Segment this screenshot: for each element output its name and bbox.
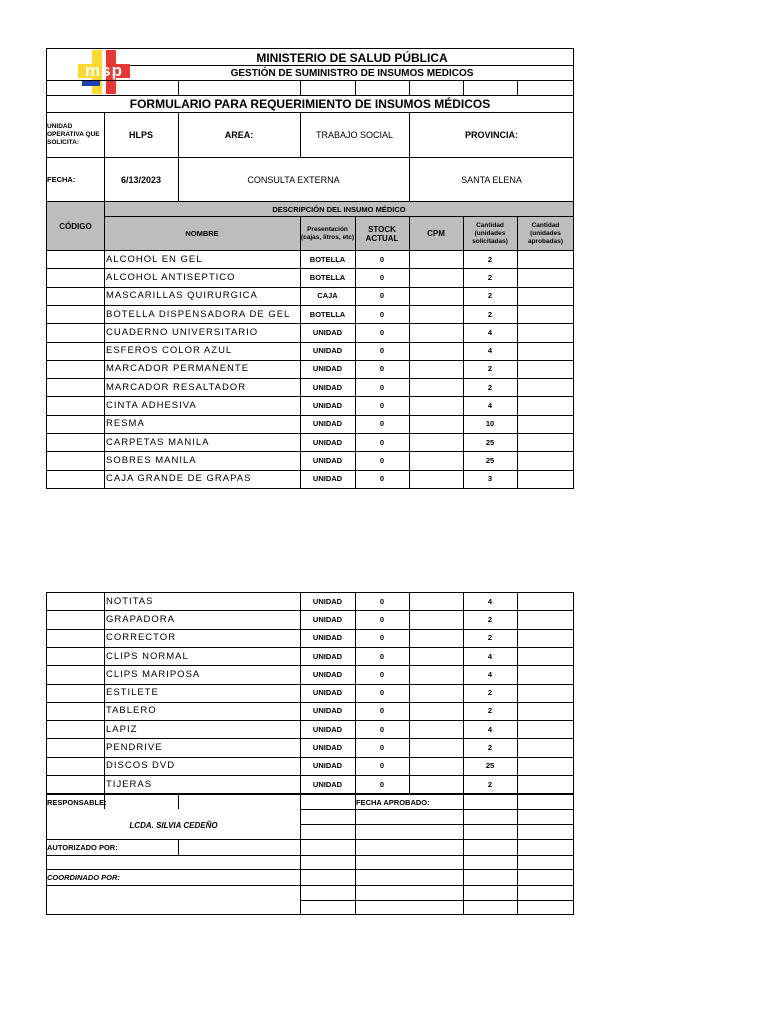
- item-qty-requested: 2: [487, 364, 493, 374]
- item-presentation: UNIDAD: [312, 419, 343, 429]
- item-qty-requested: 2: [487, 688, 493, 698]
- item-presentation: UNIDAD: [312, 669, 343, 679]
- item-stock: 0: [379, 309, 385, 319]
- item-qty-requested: 4: [487, 346, 493, 356]
- item-presentation: UNIDAD: [312, 779, 343, 789]
- area-value: TRABAJO SOCIAL: [315, 130, 394, 140]
- item-presentation: UNIDAD: [312, 596, 343, 606]
- item-presentation: UNIDAD: [312, 437, 343, 447]
- item-qty-requested: 3: [487, 474, 493, 484]
- item-qty-requested: 2: [487, 706, 493, 716]
- col-name: NOMBRE: [185, 229, 219, 238]
- item-name: GRAPADORA: [106, 613, 176, 625]
- item-presentation: UNIDAD: [312, 706, 343, 716]
- item-name: CLIPS MARIPOSA: [106, 668, 201, 680]
- ministry-title: MINISTERIO DE SALUD PÚBLICA: [256, 50, 448, 65]
- item-presentation: UNIDAD: [312, 382, 343, 392]
- item-stock: 0: [379, 669, 385, 679]
- item-presentation: UNIDAD: [312, 651, 343, 661]
- authorized-label: AUTORIZADO POR:: [47, 843, 118, 852]
- item-stock: 0: [379, 651, 385, 661]
- item-presentation: UNIDAD: [312, 364, 343, 374]
- item-stock: 0: [379, 779, 385, 789]
- item-qty-requested: 2: [487, 633, 493, 643]
- item-qty-requested: 4: [487, 401, 493, 411]
- item-name: MARCADOR PERMANENTE: [106, 363, 250, 375]
- col-approved: Cantidad (unidades aprobadas): [527, 221, 564, 245]
- item-name: DISCOS DVD: [106, 760, 176, 772]
- area-label: AREA:: [224, 130, 254, 140]
- item-qty-requested: 2: [487, 309, 493, 319]
- item-qty-requested: 2: [487, 743, 493, 753]
- approved-date-label: FECHA APROBADO:: [356, 797, 430, 807]
- item-presentation: BOTELLA: [309, 309, 346, 319]
- item-presentation: UNIDAD: [312, 633, 343, 643]
- col-presentation: Presentación (cajas, litros, etc): [300, 225, 355, 241]
- item-name: PENDRIVE: [106, 742, 163, 754]
- item-presentation: UNIDAD: [312, 688, 343, 698]
- department-subtitle: GESTIÓN DE SUMINISTRO DE INSUMOS MEDICOS: [230, 67, 474, 79]
- col-cpm: CPM: [427, 229, 445, 238]
- item-qty-requested: 2: [487, 614, 493, 624]
- item-stock: 0: [379, 419, 385, 429]
- item-stock: 0: [379, 596, 385, 606]
- item-qty-requested: 4: [487, 724, 493, 734]
- item-name: SOBRES MANILA: [106, 454, 197, 466]
- item-presentation: BOTELLA: [309, 254, 346, 264]
- logo-text: msp: [85, 61, 123, 80]
- item-name: TIJERAS: [106, 778, 153, 790]
- item-qty-requested: 4: [487, 651, 493, 661]
- item-stock: 0: [379, 614, 385, 624]
- item-presentation: UNIDAD: [312, 455, 343, 465]
- col-requested: Cantidad (unidades solicitadas): [472, 221, 508, 245]
- item-name: LAPIZ: [106, 723, 138, 735]
- item-presentation: UNIDAD: [312, 327, 343, 337]
- item-name: RESMA: [106, 418, 145, 430]
- item-qty-requested: 2: [487, 291, 493, 301]
- item-name: MARCADOR RESALTADOR: [106, 381, 247, 393]
- item-stock: 0: [379, 401, 385, 411]
- item-presentation: UNIDAD: [312, 474, 343, 484]
- item-name: BOTELLA DISPENSADORA DE GEL: [106, 308, 291, 320]
- item-stock: 0: [379, 743, 385, 753]
- col-code: CÓDIGO: [59, 221, 92, 231]
- item-stock: 0: [379, 706, 385, 716]
- item-name: TABLERO: [106, 705, 157, 717]
- responsible-label: RESPONSABLE:: [47, 797, 107, 807]
- item-stock: 0: [379, 382, 385, 392]
- province-value: SANTA ELENA: [461, 174, 522, 185]
- item-qty-requested: 2: [487, 382, 493, 392]
- item-qty-requested: 4: [487, 669, 493, 679]
- date-value: 6/13/2023: [120, 174, 162, 185]
- item-qty-requested: 25: [485, 437, 495, 447]
- item-stock: 0: [379, 688, 385, 698]
- item-presentation: CAJA: [317, 291, 338, 301]
- service-value: CONSULTA EXTERNA: [247, 174, 340, 185]
- item-stock: 0: [379, 455, 385, 465]
- item-presentation: UNIDAD: [312, 614, 343, 624]
- item-name: CUADERNO UNIVERSITARIO: [106, 326, 259, 338]
- item-name: CORRECTOR: [106, 632, 177, 644]
- item-name: MASCARILLAS QUIRURGICA: [106, 290, 258, 302]
- item-stock: 0: [379, 474, 385, 484]
- item-stock: 0: [379, 633, 385, 643]
- item-qty-requested: 2: [487, 272, 493, 282]
- item-qty-requested: 25: [485, 761, 495, 771]
- item-qty-requested: 2: [487, 779, 493, 789]
- item-presentation: UNIDAD: [312, 346, 343, 356]
- col-description-group: DESCRIPCIÓN DEL INSUMO MÉDICO: [272, 204, 406, 214]
- item-qty-requested: 4: [487, 596, 493, 606]
- item-stock: 0: [379, 272, 385, 282]
- item-stock: 0: [379, 761, 385, 771]
- province-label: PROVINCIA:: [464, 130, 518, 140]
- item-qty-requested: 4: [487, 327, 493, 337]
- item-stock: 0: [379, 254, 385, 264]
- item-presentation: UNIDAD: [312, 401, 343, 411]
- item-stock: 0: [379, 346, 385, 356]
- item-qty-requested: 2: [487, 254, 493, 264]
- item-name: ALCOHOL ANTISEPTICO: [106, 271, 236, 283]
- item-stock: 0: [379, 364, 385, 374]
- item-stock: 0: [379, 724, 385, 734]
- item-qty-requested: 10: [485, 419, 495, 429]
- item-stock: 0: [379, 291, 385, 301]
- coordinated-label: COORDINADO POR:: [47, 873, 120, 882]
- date-label: FECHA:: [47, 175, 76, 184]
- item-name: CINTA ADHESIVA: [106, 400, 197, 412]
- item-stock: 0: [379, 327, 385, 337]
- unit-value: HLPS: [128, 130, 153, 140]
- item-name: CLIPS NORMAL: [106, 650, 189, 662]
- item-presentation: UNIDAD: [312, 743, 343, 753]
- item-presentation: BOTELLA: [309, 272, 346, 282]
- item-name: NOTITAS: [106, 595, 154, 607]
- item-stock: 0: [379, 437, 385, 447]
- item-name: ESTILETE: [106, 687, 159, 699]
- item-presentation: UNIDAD: [312, 724, 343, 734]
- item-qty-requested: 25: [485, 455, 495, 465]
- unit-label: UNIDAD OPERATIVA QUE SOLICITA:: [47, 123, 100, 146]
- col-stock: STOCK ACTUAL: [365, 224, 399, 243]
- item-name: ESFEROS COLOR AZUL: [106, 345, 233, 357]
- item-name: CAJA GRANDE DE GRAPAS: [106, 473, 252, 485]
- item-presentation: UNIDAD: [312, 761, 343, 771]
- item-name: CARPETAS MANILA: [106, 436, 210, 448]
- item-name: ALCOHOL EN GEL: [106, 253, 203, 265]
- form-title: FORMULARIO PARA REQUERIMIENTO DE INSUMOS MÉDICOS: [129, 96, 491, 111]
- responsible-name: LCDA. SILVIA CEDEÑO: [129, 820, 218, 830]
